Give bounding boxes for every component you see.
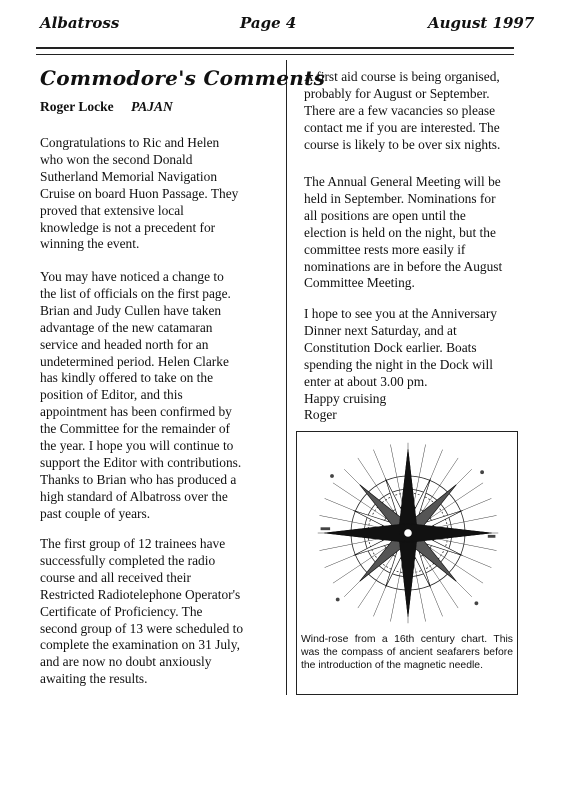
- text-line: I hope to see you at the Anniversary: [304, 306, 497, 321]
- text-line: The first group of 12 trainees have: [40, 536, 226, 551]
- text-line: Constitution Dock earlier. Boats: [304, 339, 477, 355]
- text-line: Happy cruising: [304, 390, 387, 406]
- text-line: proved that extensive local: [40, 202, 184, 218]
- text-line: complete the examination on 31 July,: [40, 637, 240, 653]
- text-line: Committee Meeting.: [304, 275, 415, 291]
- paragraph-officials-change: [40, 269, 272, 523]
- text-line: committee rests more easily if: [304, 241, 466, 257]
- text-line: The Annual General Meeting will be: [304, 174, 501, 189]
- text-line: awaiting the results.: [40, 671, 148, 687]
- text-line: enter at about 3.00 pm.: [304, 373, 428, 389]
- text-line: Congratulations to Ric and Helen: [40, 135, 220, 150]
- text-line: the year. I hope you will continue to: [40, 438, 234, 454]
- header-page-number: Page 4: [240, 14, 297, 32]
- paragraph-anniversary-dinner: [304, 306, 516, 424]
- text-line: support the Editor with contributions.: [40, 454, 242, 470]
- text-line: Dinner next Saturday, and at: [304, 322, 457, 338]
- text-line: winning the event.: [40, 236, 140, 252]
- text-line: contact me if you are interested. The: [304, 119, 500, 135]
- text-line: successfully completed the radio: [40, 552, 216, 568]
- paragraph-agm: [304, 174, 516, 292]
- column-divider: [286, 60, 287, 695]
- text-line: the Committee for the remainder of: [40, 421, 231, 437]
- wind-rose-figure: [296, 431, 518, 695]
- text-line: course is likely to be over six nights.: [304, 136, 501, 152]
- text-line: Thanks to Brian who has produced a: [40, 471, 237, 487]
- text-line: Brian and Judy Cullen have taken: [40, 302, 222, 318]
- text-line: second group of 13 were scheduled to: [40, 620, 244, 636]
- text-line: Roger: [304, 407, 337, 423]
- article-title: Commodore's Comments: [40, 66, 326, 90]
- text-line: knowledge is not a precedent for: [40, 219, 216, 235]
- text-line: and are now no doubt anxiously: [40, 654, 212, 670]
- paragraph-first-aid: [304, 69, 516, 154]
- text-line: A first aid course is being organised,: [304, 69, 500, 84]
- text-line: advantage of the new catamaran: [40, 319, 213, 335]
- wind-rose-illustration: [311, 438, 505, 628]
- article-byline: [40, 99, 173, 115]
- text-line: probably for August or September.: [304, 85, 490, 101]
- figure-caption: Wind-rose from a 16th century chart. This was the compass of ancient seafarers before the introduction of the magnetic needle.: [301, 634, 513, 671]
- text-line: all positions are open until the: [304, 207, 466, 223]
- author-name: Roger Locke: [40, 99, 114, 114]
- text-line: high standard of Albatross over the: [40, 488, 228, 504]
- text-line: past couple of years.: [40, 505, 151, 521]
- text-line: position of Editor, and this: [40, 387, 183, 403]
- paragraph-congratulations: [40, 135, 272, 253]
- text-line: held in September. Nominations for: [304, 190, 496, 206]
- text-line: nominations are in before the August: [304, 258, 503, 274]
- text-line: You may have noticed a change to: [40, 269, 224, 284]
- header-rule-thin: [36, 54, 514, 55]
- text-line: service and headed north for an: [40, 336, 209, 352]
- text-line: has kindly offered to take on the: [40, 370, 214, 386]
- text-line: course and all received their: [40, 569, 191, 585]
- paragraph-radio-course: [40, 536, 272, 688]
- text-line: Certificate of Proficiency. The: [40, 603, 203, 619]
- header-publication-name: Albatross: [40, 14, 120, 32]
- header-issue-date: August 1997: [428, 14, 535, 32]
- text-line: election is held on the night, but the: [304, 224, 496, 240]
- header-rule-thick: [36, 47, 514, 49]
- text-line: appointment has been confirmed by: [40, 404, 232, 420]
- author-boat: PAJAN: [131, 99, 173, 114]
- text-line: Cruise on board Huon Passage. They: [40, 185, 239, 201]
- text-line: spending the night in the Dock will: [304, 356, 493, 372]
- text-line: There are a few vacancies so please: [304, 102, 496, 118]
- text-line: undetermined period. Helen Clarke: [40, 353, 229, 369]
- text-line: who won the second Donald: [40, 151, 193, 167]
- text-line: Restricted Radiotelephone Operator's: [40, 586, 241, 602]
- text-line: Sutherland Memorial Navigation: [40, 168, 218, 184]
- text-line: the list of officials on the first page.: [40, 285, 231, 301]
